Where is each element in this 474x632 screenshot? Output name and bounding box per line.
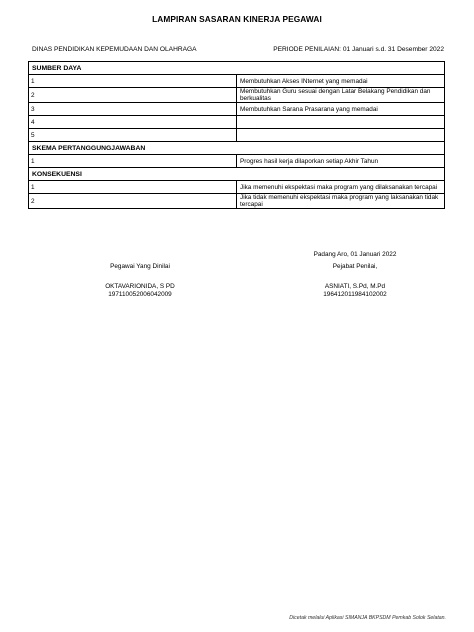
left-signer-name: OKTAVARIONIDA, S PD xyxy=(105,283,175,290)
row-number: 4 xyxy=(29,116,237,129)
print-footer: Dicetak melalui Aplikasi SIMANJA BKPSDM Pemkab Solok Selatan. xyxy=(289,615,446,621)
section-header-sumber-daya xyxy=(29,62,445,75)
row-number: 1 xyxy=(29,155,237,168)
section-header-skema xyxy=(29,142,445,155)
table-row xyxy=(29,181,445,194)
table-row xyxy=(29,88,445,103)
row-number: 1 xyxy=(29,75,237,88)
agency-name: DINAS PENDIDIKAN KEPEMUDAAN DAN OLAHRAGA xyxy=(32,46,197,53)
sasaran-table xyxy=(28,61,445,209)
row-number: 1 xyxy=(29,181,237,194)
left-signer-nip: 197110052006042009 xyxy=(108,291,172,298)
assessment-period: PERIODE PENILAIAN: 01 Januari s.d. 31 Desember 2022 xyxy=(273,46,444,53)
row-number: 3 xyxy=(29,103,237,116)
document-header xyxy=(32,46,444,53)
row-text: Membutuhkan Sarana Prasarana yang memadai xyxy=(237,103,445,116)
table-row xyxy=(29,155,445,168)
section-title: SUMBER DAYA xyxy=(29,62,445,75)
row-text: Membutuhkan Akses INternet yang memadai xyxy=(237,75,445,88)
row-text: Membutuhkan Guru sesuai dengan Latar Belakang Pendidikan dan berkualitas xyxy=(237,88,445,103)
right-signer-name: ASNIATI, S.Pd, M.Pd xyxy=(324,283,386,290)
table-row xyxy=(29,194,445,209)
document-title: LAMPIRAN SASARAN KINERJA PEGAWAI xyxy=(152,14,322,24)
table-row xyxy=(29,129,445,142)
table-row xyxy=(29,116,445,129)
table-row xyxy=(29,103,445,116)
row-number: 5 xyxy=(29,129,237,142)
right-signer-nip: 196412011984102002 xyxy=(323,291,387,298)
row-number: 2 xyxy=(29,194,237,209)
right-signer-role: Pejabat Penilai, xyxy=(332,263,378,270)
section-header-konsekuensi xyxy=(29,168,445,181)
place-date: Padang Aro, 01 Januari 2022 xyxy=(313,251,397,258)
row-text: Jika memenuhi ekspektasi maka program yang dilaksanakan tercapai xyxy=(237,181,445,194)
row-text xyxy=(237,129,445,142)
row-text: Jika tidak memenuhi ekspektasi maka program yang laksanakan tidak tercapai xyxy=(237,194,445,209)
row-text xyxy=(237,116,445,129)
table-row xyxy=(29,75,445,88)
section-title: SKEMA PERTANGGUNGJAWABAN xyxy=(29,142,445,155)
row-text: Progres hasil kerja dilaporkan setiap Akhir Tahun xyxy=(237,155,445,168)
row-number: 2 xyxy=(29,88,237,103)
section-title: KONSEKUENSI xyxy=(29,168,445,181)
left-signer-role: Pegawai Yang Dinilai xyxy=(110,263,170,270)
